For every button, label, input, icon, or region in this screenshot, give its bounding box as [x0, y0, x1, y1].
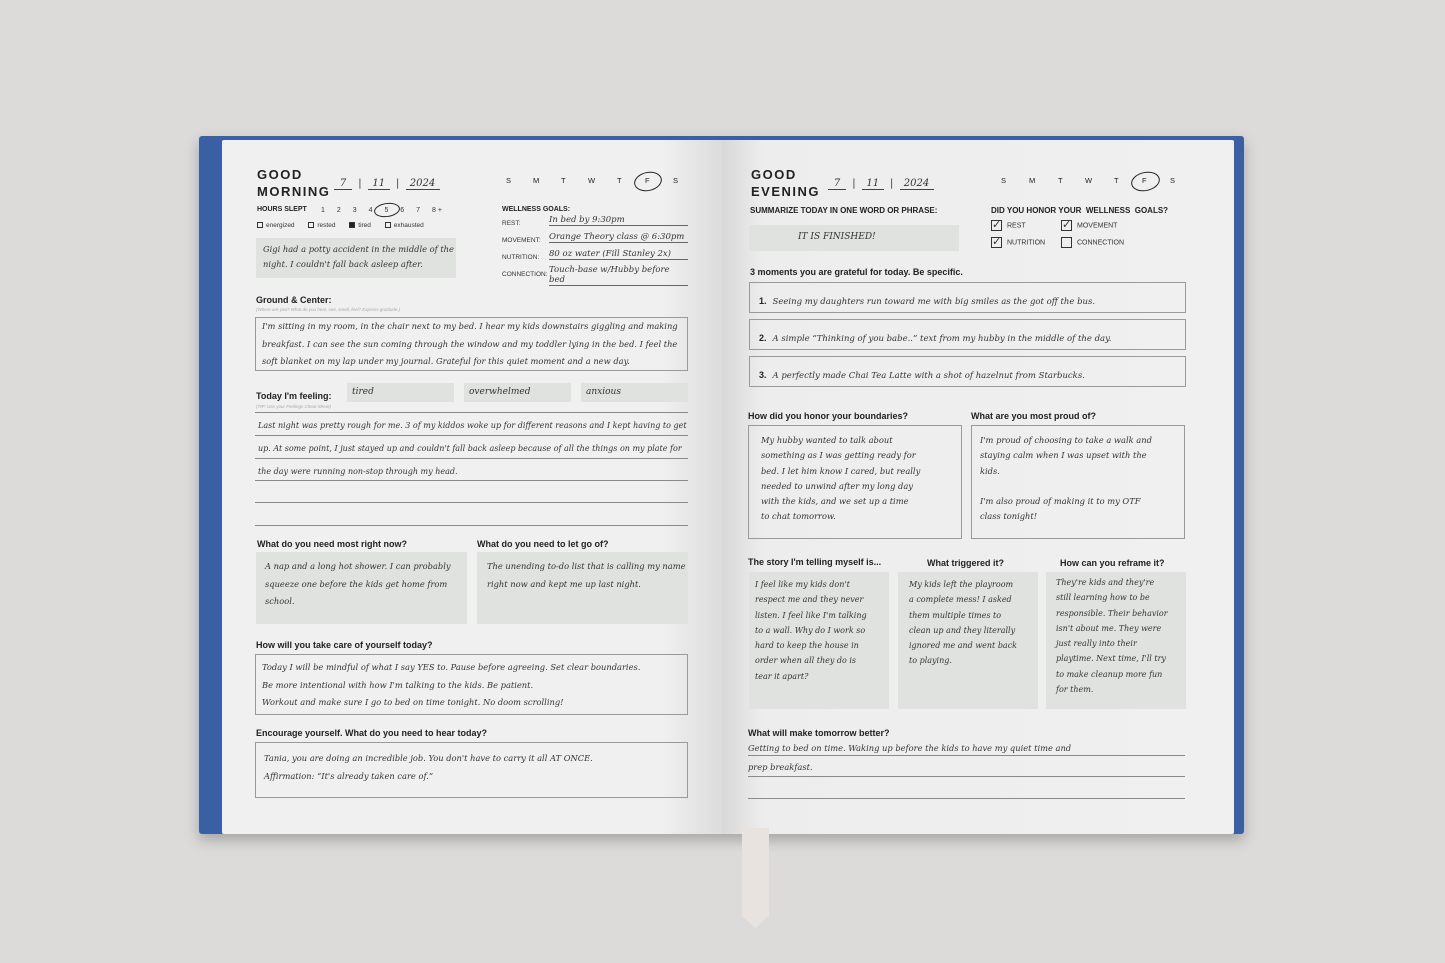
nutrition-goal-label: NUTRITION:	[502, 254, 540, 261]
ground-line: breakfast. I can see the sun coming through the window and my toddler lying in the bed. I feel the	[262, 338, 678, 349]
proud-line: class tonight!	[980, 511, 1038, 522]
proud-label: What are you most proud of?	[971, 411, 1096, 421]
boundaries-line: something as I was getting ready for	[761, 450, 916, 461]
hours-option: 6	[400, 207, 405, 214]
triggered-line: them multiple times to	[909, 610, 1002, 620]
weekday: T	[617, 176, 622, 185]
reframe-line: to make cleanup more fun	[1056, 669, 1163, 679]
triggered-label: What triggered it?	[927, 558, 1004, 568]
checkbox-icon	[385, 222, 391, 228]
honor-label: CONNECTION	[1077, 239, 1125, 247]
care-line: Be more intentional with how I'm talking to the kids. Be patient.	[262, 679, 534, 690]
encourage-line: Tania, you are doing an incredible job. You don't have to carry it all AT ONCE.	[264, 753, 593, 763]
care-label: How will you take care of yourself today?	[256, 640, 433, 650]
evening-title	[751, 166, 820, 200]
hours-option: 4	[368, 207, 373, 214]
boundaries-label: How did you honor your boundaries?	[748, 411, 908, 421]
reframe-line: just really into their	[1056, 639, 1137, 649]
reframe-line: still learning how to be	[1056, 593, 1150, 603]
let-go-line: The unending to-do list that is calling my name	[487, 561, 686, 571]
tomorrow-label: What will make tomorrow better?	[748, 728, 890, 738]
need-most-line: school.	[265, 596, 295, 606]
grateful-text: Seeing my daughters run toward me with big smiles as the got off the bus.	[772, 297, 1096, 307]
hours-option: 2	[336, 207, 341, 214]
care-line: Workout and make sure I go to bed on time tonight. No doom scrolling!	[262, 697, 564, 707]
mood-note-line: Gigi had a potty accident in the middle of the	[263, 244, 454, 254]
hours-slept-label: HOURS SLEPT	[257, 206, 307, 213]
movement-goal-label: MOVEMENT:	[502, 237, 541, 244]
rest-goal: In bed by 9:30pm	[549, 215, 688, 226]
morning-date: 7 | 11 | 2024	[334, 178, 440, 190]
reframe-text	[1056, 575, 1168, 697]
boundaries-line: bed. I let him know I cared, but really	[761, 465, 921, 476]
weekday: M	[533, 176, 540, 185]
feeling-line: the day were running non-stop through my head.	[258, 467, 458, 476]
encourage-text	[264, 750, 593, 785]
ground-label: Ground & Center:	[256, 295, 332, 305]
weekday: M	[1029, 176, 1036, 185]
proud-line	[980, 479, 1152, 494]
mood-options	[257, 222, 424, 229]
date-month: 7	[334, 178, 352, 190]
honor-rest	[991, 220, 1026, 231]
ground-text	[262, 318, 678, 371]
feeling-line: Last night was pretty rough for me. 3 of my kiddos woke up for different reasons and I kept having to get	[258, 421, 687, 430]
hours-option: 3	[352, 207, 357, 214]
story-line: order when all they do is	[755, 656, 857, 666]
triggered-line: a complete mess! I asked	[909, 595, 1012, 605]
rest-goal-label: REST:	[502, 220, 521, 227]
weekday: T	[1058, 176, 1063, 185]
reframe-label: How can you reframe it?	[1060, 558, 1165, 568]
proud-line: staying calm when I was upset with the	[980, 450, 1147, 461]
honor-goals-label: DID YOU HONOR YOUR WELLNESS GOALS?	[991, 206, 1169, 215]
weekday: S	[1001, 176, 1007, 185]
need-most-label: What do you need most right now?	[257, 539, 407, 549]
story-line: tear it apart?	[755, 671, 809, 681]
triggered-line: ignored me and went back	[909, 641, 1018, 651]
grateful-number: 2.	[759, 333, 767, 343]
triggered-text	[909, 577, 1017, 669]
feeling-hint: (TIP: Use your Feelings Cheat Sheet)	[256, 404, 332, 409]
date-year: 2024	[406, 178, 440, 190]
mood-rested	[308, 222, 335, 229]
triggered-line: to playing.	[909, 656, 952, 666]
need-most-text	[265, 558, 451, 611]
ground-line: soft blanket on my lap under my journal. Grateful for this quiet moment and a new day.	[262, 356, 630, 366]
let-go-line: right now and kept me up last night.	[487, 578, 641, 589]
writing-line	[255, 525, 688, 526]
grateful-number: 3.	[759, 370, 767, 380]
weekday: S	[506, 176, 512, 185]
need-most-line: A nap and a long hot shower. I can probably	[265, 561, 451, 571]
feeling-word: tired	[352, 387, 374, 397]
grateful-text: A simple “Thinking of you babe..” text from my hubby in the middle of the day.	[772, 334, 1112, 344]
weekday-selected: F	[1142, 176, 1147, 185]
title-line-1: GOOD	[257, 167, 303, 182]
mood-label: rested	[317, 222, 336, 229]
title-line-2: EVENING	[751, 184, 821, 199]
movement-goal: Orange Theory class @ 6:30pm	[549, 232, 688, 243]
date-day: 11	[368, 178, 390, 190]
checkbox-checked-icon: ✓	[992, 236, 1002, 248]
reframe-line: playtime. Next time, I'll try	[1056, 654, 1166, 664]
let-go-text	[487, 558, 686, 593]
grateful-text: A perfectly made Chai Tea Latte with a shot of hazelnut from Starbucks.	[772, 371, 1085, 381]
mood-energized	[257, 222, 295, 229]
tomorrow-line: prep breakfast.	[748, 762, 813, 772]
mood-label: energized	[266, 222, 295, 229]
reframe-line: responsible. Their behavior	[1056, 608, 1168, 618]
wellness-goals-label: WELLNESS GOALS:	[502, 206, 571, 213]
encourage-line: Affirmation: “It's already taken care of.”	[264, 770, 434, 781]
care-line: Today I will be mindful of what I say YES to. Pause before agreeing. Set clear boundaries.	[262, 662, 641, 672]
feeling-word: overwhelmed	[469, 387, 531, 397]
mood-tired	[349, 222, 371, 229]
story-text	[755, 577, 867, 684]
boundaries-text	[761, 433, 920, 525]
reframe-line: They're kids and they're	[1056, 578, 1155, 587]
writing-line	[255, 412, 688, 413]
proud-line: kids.	[980, 465, 1000, 476]
reframe-line: isn't about me. They were	[1056, 623, 1162, 633]
story-line: respect me and they never	[755, 595, 864, 605]
hours-option: 1	[321, 207, 325, 214]
triggered-line: clean up and they literally	[909, 625, 1016, 635]
honor-label: REST	[1007, 222, 1026, 230]
reframe-line: for them.	[1056, 685, 1094, 695]
checkbox-icon	[257, 222, 263, 228]
date-year: 2024	[900, 178, 934, 190]
boundaries-line: to chat tomorrow.	[761, 511, 836, 522]
title-line-1: GOOD	[751, 167, 797, 182]
connection-goal-label: CONNECTION:	[502, 271, 548, 278]
feeling-text	[258, 414, 687, 483]
mood-exhausted	[385, 222, 424, 229]
ground-hint: (Where are you? What do you hear, see, smell, feel? Express gratitude.)	[256, 307, 401, 312]
checkbox-checked-icon: ✓	[1062, 219, 1072, 231]
checkbox-icon	[308, 222, 314, 228]
mood-note-line: night. I couldn't fall back asleep after.	[263, 259, 423, 269]
story-label: The story I'm telling myself is...	[748, 557, 882, 567]
honor-label: NUTRITION	[1007, 239, 1046, 247]
proud-line: I'm proud of choosing to take a walk and	[980, 435, 1152, 445]
bookmark-ribbon	[742, 828, 769, 928]
weekday: S	[673, 176, 679, 185]
writing-line	[255, 502, 688, 503]
mood-label: exhausted	[393, 222, 424, 229]
honor-label: MOVEMENT	[1077, 222, 1118, 230]
checkbox-checked-icon: ✓	[992, 219, 1002, 231]
feeling-word: anxious	[586, 387, 621, 397]
let-go-label: What do you need to let go of?	[477, 539, 609, 549]
summarize-label: SUMMARIZE TODAY IN ONE WORD OR PHRASE:	[750, 206, 938, 215]
mood-label: tired	[358, 222, 371, 229]
grateful-item	[759, 365, 1085, 383]
feeling-label: Today I'm feeling:	[256, 391, 332, 401]
grateful-item	[759, 328, 1112, 346]
story-line: listen. I feel like I'm talking	[755, 610, 867, 620]
morning-title	[257, 166, 330, 200]
proud-text	[980, 433, 1152, 525]
grateful-number: 1.	[759, 296, 767, 306]
nutrition-goal: 80 oz water (Fill Stanley 2x)	[549, 249, 688, 260]
honor-connection	[1061, 237, 1124, 248]
weekday: T	[561, 176, 566, 185]
weekday-selected: F	[645, 176, 650, 185]
summary-text: IT IS FINISHED!	[798, 232, 876, 242]
tomorrow-text	[748, 739, 1071, 777]
weekday: W	[588, 176, 596, 185]
story-line: I feel like my kids don't	[755, 580, 850, 589]
weekday: T	[1114, 176, 1119, 185]
ground-line: I'm sitting in my room, in the chair next to my bed. I hear my kids downstairs giggling and making	[262, 321, 678, 331]
story-line: to a wall. Why do I work so	[755, 625, 866, 635]
mood-note	[263, 242, 454, 272]
hours-option: 7	[416, 207, 421, 214]
date-month: 7	[828, 178, 846, 190]
boundaries-line: with the kids, and we set up a time	[761, 496, 909, 507]
care-text	[262, 659, 640, 712]
evening-date: 7 | 11 | 2024	[828, 178, 934, 190]
honor-movement	[1061, 220, 1117, 231]
weekday: W	[1085, 176, 1093, 185]
date-day: 11	[862, 178, 884, 190]
grateful-label: 3 moments you are grateful for today. Be specific.	[750, 267, 963, 277]
tomorrow-line: Getting to bed on time. Waking up before the kids to have my quiet time and	[748, 743, 1072, 753]
title-line-2: MORNING	[257, 184, 331, 199]
hours-option: 8 +	[432, 207, 442, 214]
hours-option-selected: 5	[384, 207, 389, 214]
triggered-line: My kids left the playroom	[909, 580, 1014, 589]
boundaries-line: My hubby wanted to talk about	[761, 435, 893, 445]
proud-line: I'm also proud of making it to my OTF	[980, 496, 1141, 507]
boundaries-line: needed to unwind after my long day	[761, 480, 913, 491]
need-most-line: squeeze one before the kids get home from	[265, 578, 448, 589]
encourage-label: Encourage yourself. What do you need to hear today?	[256, 728, 488, 738]
connection-goal: Touch-base w/Hubby before bed	[549, 265, 688, 286]
checkbox-icon	[1061, 237, 1072, 248]
feeling-line: up. At some point, I just stayed up and couldn't fall back asleep because of all the things on my plate for	[258, 444, 682, 453]
checkbox-checked-icon	[349, 222, 355, 228]
writing-line	[748, 798, 1185, 799]
grateful-item	[759, 291, 1095, 309]
weekday: S	[1170, 176, 1176, 185]
story-line: hard to keep the house in	[755, 641, 859, 651]
honor-nutrition	[991, 237, 1045, 248]
